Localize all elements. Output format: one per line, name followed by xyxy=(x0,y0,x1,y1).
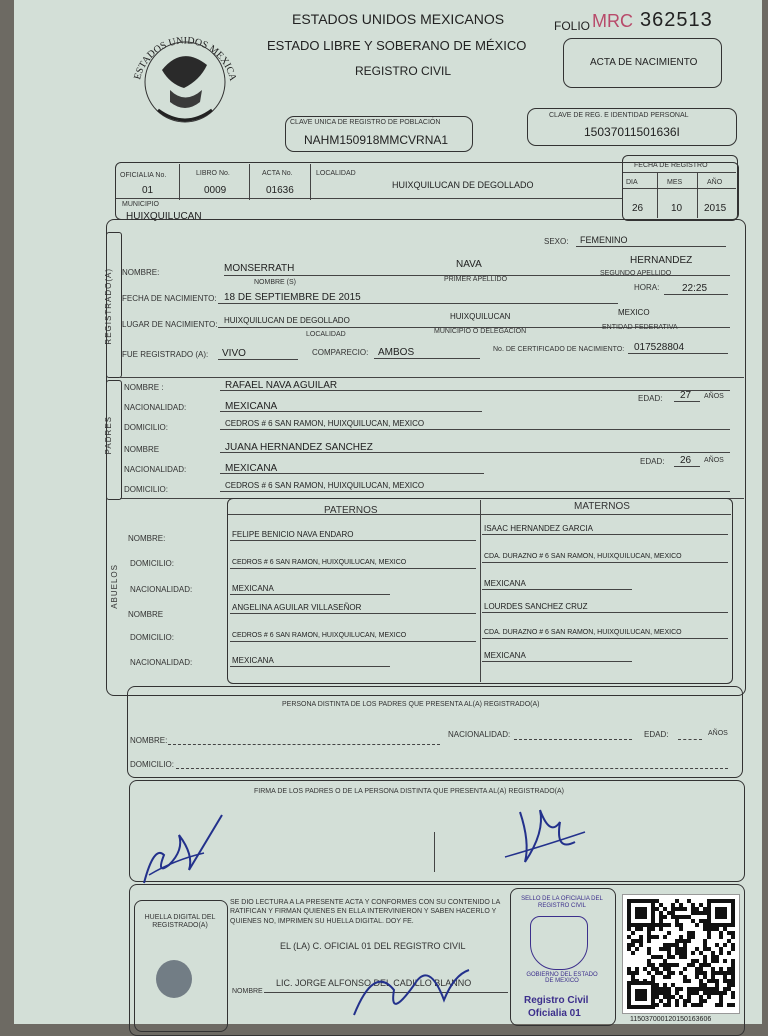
localidad-label: LOCALIDAD xyxy=(316,170,356,177)
padre-domicilio-value: CEDROS # 6 SAN RAMON, HUIXQUILUCAN, MEXICO xyxy=(225,419,425,428)
padres-section-label: PADRES xyxy=(104,416,113,455)
ano-label: AÑO xyxy=(707,179,723,186)
folio-number: 362513 xyxy=(640,9,713,31)
sello-gobierno: GOBIERNO DEL ESTADO DE MEXICO xyxy=(526,972,598,984)
folio-label: FOLIO xyxy=(554,19,591,33)
abuelo1-nombre-label: NOMBRE: xyxy=(128,534,166,543)
padre-edad-label: EDAD: xyxy=(638,394,663,403)
sello-registro-civil: Registro Civil xyxy=(524,995,589,1006)
abuelo1-nacionalidad-label: NACIONALIDAD: xyxy=(130,585,193,594)
curp-value: NAHM150918MMCVRNA1 xyxy=(304,133,449,147)
doc-type: ACTA DE NACIMIENTO xyxy=(590,57,698,68)
hora-label: HORA: xyxy=(634,283,660,292)
lugar-localidad-label: LOCALIDAD xyxy=(306,331,346,338)
cri-value: 15037011501636I xyxy=(584,125,680,139)
qr-code xyxy=(622,894,740,1014)
oficialia-value: 01 xyxy=(142,185,154,196)
nombres-value: MONSERRATH xyxy=(224,263,295,274)
abuelo2-domicilio-label: DOMICILIO: xyxy=(130,633,175,642)
padre-nombre-label: NOMBRE : xyxy=(124,383,164,392)
cri-label: CLAVE DE REG. E IDENTIDAD PERSONAL xyxy=(549,112,689,119)
registry-title: REGISTRO CIVIL xyxy=(355,64,452,78)
maternos-label: MATERNOS xyxy=(574,501,630,512)
abuelo2-nombre-label: NOMBRE xyxy=(128,610,164,619)
padre-anos-label: AÑOS xyxy=(704,393,724,400)
signature-right xyxy=(500,802,590,874)
mes-label: MES xyxy=(667,179,683,186)
padre-nombre-value: RAFAEL NAVA AGUILAR xyxy=(225,380,338,391)
abuelo1-domicilio-label: DOMICILIO: xyxy=(130,559,175,568)
country-title: ESTADOS UNIDOS MEXICANOS xyxy=(292,11,505,27)
pat2-nacionalidad: MEXICANA xyxy=(232,656,274,665)
madre-domicilio-label: DOMICILIO: xyxy=(124,485,169,494)
padre-nacionalidad-label: NACIONALIDAD: xyxy=(124,403,187,412)
mat1-nombre: ISAAC HERNANDEZ GARCIA xyxy=(484,524,593,533)
mat1-domicilio: CDA. DURAZNO # 6 SAN RAMON, HUIXQUILUCAN, MEXICO xyxy=(484,553,682,560)
qr-number: 115037000120150163606 xyxy=(630,1016,712,1023)
paternos-label: PATERNOS xyxy=(324,505,378,516)
madre-nombre-value: JUANA HERNANDEZ SANCHEZ xyxy=(225,442,373,453)
mat2-nombre: LOURDES SANCHEZ CRUZ xyxy=(484,602,588,611)
oficial-nombre-label: NOMBRE xyxy=(232,988,263,995)
madre-nacionalidad-label: NACIONALIDAD: xyxy=(124,465,187,474)
fecha-registro-label: FECHA DE REGISTRO xyxy=(634,162,708,169)
padre-domicilio-label: DOMICILIO: xyxy=(124,423,169,432)
madre-nombre-label: NOMBRE xyxy=(124,445,160,454)
fecha-nac-label: FECHA DE NACIMIENTO: xyxy=(122,294,217,303)
madre-anos-label: AÑOS xyxy=(704,457,724,464)
libro-value: 0009 xyxy=(204,185,227,196)
dia-value: 26 xyxy=(632,203,644,214)
sexo-value: FEMENINO xyxy=(580,235,628,245)
national-seal xyxy=(122,10,248,140)
certificado-label: No. DE CERTIFICADO DE NACIMIENTO: xyxy=(493,346,625,353)
pat1-domicilio: CEDROS # 6 SAN RAMON, HUIXQUILUCAN, MEXICO xyxy=(232,559,407,566)
persona-edad-label: EDAD: xyxy=(644,730,669,739)
fecha-nac-value: 18 DE SEPTIEMBRE DE 2015 xyxy=(224,292,361,303)
libro-label: LIBRO No. xyxy=(196,170,230,177)
persona-nombre-label: NOMBRE: xyxy=(130,736,168,745)
padre-nacionalidad-value: MEXICANA xyxy=(225,401,278,412)
oficial-nombre: LIC. JORGE ALFONSO DEL CADILLO BLANNO xyxy=(276,978,472,988)
sexo-label: SEXO: xyxy=(544,237,569,246)
lugar-municipio-label: MUNICIPIO O DELEGACION xyxy=(434,328,527,335)
persona-anos-label: AÑOS xyxy=(708,730,728,737)
state-title: ESTADO LIBRE Y SOBERANO DE MÉXICO xyxy=(267,38,527,53)
comparecio-label: COMPARECIO: xyxy=(312,348,369,357)
segundo-apellido-value: HERNANDEZ xyxy=(630,255,693,266)
birth-certificate-sheet xyxy=(14,0,762,1024)
fue-registrado-label: FUE REGISTRADO (A): xyxy=(122,350,209,359)
madre-edad-label: EDAD: xyxy=(640,457,665,466)
folio-series: MRC xyxy=(592,11,633,31)
registrado-section-label: REGISTRADO(A) xyxy=(104,268,113,345)
pat1-nombre: FELIPE BENICIO NAVA ENDARO xyxy=(232,530,354,539)
oficialia-label: OFICIALIA No. xyxy=(120,172,167,179)
sello-label: SELLO DE LA OFICIALIA DEL REGISTRO CIVIL xyxy=(521,896,603,910)
lugar-entidad-value: MEXICO xyxy=(618,308,650,317)
pat1-nacionalidad: MEXICANA xyxy=(232,584,274,593)
nombre-label: NOMBRE: xyxy=(122,268,160,277)
lugar-municipio-value: HUIXQUILUCAN xyxy=(450,312,511,321)
seal-text: ESTADOS UNIDOS MEXICA xyxy=(132,35,239,83)
madre-nacionalidad-value: MEXICANA xyxy=(225,463,278,474)
acta-label: ACTA No. xyxy=(262,170,293,177)
fingerprint xyxy=(156,960,192,998)
madre-domicilio-value: CEDROS # 6 SAN RAMON, HUIXQUILUCAN, MEXICO xyxy=(225,481,425,490)
lectura-text: SE DIO LECTURA A LA PRESENTE ACTA Y CONFORMES CON SU CONTENIDO LA RATIFICAN Y FIRMAN QUIENES EN ELLA INTERVINIERON Y SABEN HACERLO Y QUIENES NO, IMPRIMEN SU HUELLA DIGITAL. DOY FE. xyxy=(230,899,500,925)
abuelos-section-label: ABUELOS xyxy=(110,564,119,609)
dia-label: DIA xyxy=(626,179,638,186)
padre-edad-value: 27 xyxy=(680,390,692,401)
primer-apellido-value: NAVA xyxy=(456,259,482,270)
curp-label: CLAVE UNICA DE REGISTRO DE POBLACIÓN xyxy=(290,119,441,126)
ano-value: 2015 xyxy=(704,203,727,214)
signature-left xyxy=(134,805,234,890)
mes-value: 10 xyxy=(671,203,683,214)
official-signature xyxy=(334,945,474,1024)
persona-domicilio-label: DOMICILIO: xyxy=(130,760,175,769)
nombres-label: NOMBRE (S) xyxy=(254,279,296,286)
oficial-label: EL (LA) C. OFICIAL 01 DEL REGISTRO CIVIL xyxy=(280,941,466,951)
certificado-value: 017528804 xyxy=(634,342,685,353)
localidad-value: HUIXQUILUCAN DE DEGOLLADO xyxy=(392,180,534,190)
sello-oficialia: Oficialia 01 xyxy=(528,1008,581,1019)
firmas-title: FIRMA DE LOS PADRES O DE LA PERSONA DISTINTA QUE PRESENTA AL(A) REGISTRADO(A) xyxy=(254,788,565,795)
persona-distinta-title: PERSONA DISTINTA DE LOS PADRES QUE PRESENTA AL(A) REGISTRADO(A) xyxy=(282,701,540,708)
lugar-label: LUGAR DE NACIMIENTO: xyxy=(122,320,218,329)
huella-label: HUELLA DIGITAL DEL REGISTRADO(A) xyxy=(144,914,216,930)
madre-edad-value: 26 xyxy=(680,455,692,466)
acta-value: 01636 xyxy=(266,185,294,196)
primer-apellido-label: PRIMER APELLIDO xyxy=(444,276,508,283)
mat2-nacionalidad: MEXICANA xyxy=(484,651,526,660)
municipio-label: MUNICIPIO xyxy=(122,201,159,208)
abuelo2-nacionalidad-label: NACIONALIDAD: xyxy=(130,658,193,667)
hora-value: 22:25 xyxy=(682,283,708,294)
fue-registrado-value: VIVO xyxy=(222,348,246,359)
pat2-nombre: ANGELINA AGUILAR VILLASEÑOR xyxy=(232,603,362,612)
lugar-entidad-label: ENTIDAD FEDERATIVA xyxy=(602,324,678,331)
segundo-apellido-label: SEGUNDO APELLIDO xyxy=(600,270,672,277)
pat2-domicilio: CEDROS # 6 SAN RAMON, HUIXQUILUCAN, MEXICO xyxy=(232,632,407,639)
municipio-value: HUIXQUILUCAN xyxy=(126,211,202,222)
persona-nacionalidad-label: NACIONALIDAD: xyxy=(448,730,511,739)
mat2-domicilio: CDA. DURAZNO # 6 SAN RAMON, HUIXQUILUCAN, MEXICO xyxy=(484,629,682,636)
lugar-localidad-value: HUIXQUILUCAN DE DEGOLLADO xyxy=(224,316,350,325)
comparecio-value: AMBOS xyxy=(378,347,415,358)
sello-emblem xyxy=(530,916,588,970)
mat1-nacionalidad: MEXICANA xyxy=(484,579,526,588)
